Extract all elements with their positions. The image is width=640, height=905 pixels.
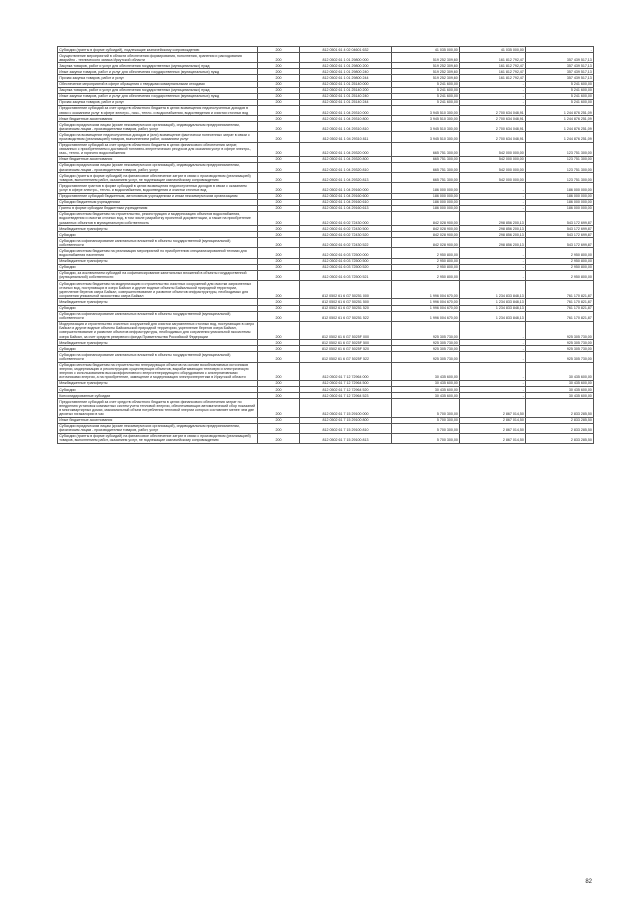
- row-unexecuted-amount: 123 751 300,00: [526, 156, 594, 162]
- row-executed-amount: -: [460, 352, 526, 362]
- row-line-code: 200: [258, 122, 300, 132]
- row-executed-amount: 161 812 792,47: [460, 69, 526, 75]
- table-body: [58, 47, 594, 444]
- row-approved-amount: 3 945 510 300,00: [392, 116, 460, 122]
- row-unexecuted-amount: 5 241 600,00: [526, 87, 594, 93]
- row-classification-code: 812 0502 61 1 04 29320 813: [300, 173, 392, 183]
- row-classification-code: 812 0502 61 1 01 29800 200: [300, 63, 392, 69]
- row-classification-code: 812 0502 61 1 01 29800 244: [300, 75, 392, 81]
- budget-execution-table: [57, 46, 594, 444]
- row-name: Субсидии бюджетным учреждениям: [58, 199, 258, 205]
- table-row: [58, 321, 594, 339]
- row-classification-code: 812 0502 61 1 04 29320 800: [300, 156, 392, 162]
- row-approved-amount: 5 241 600,00: [392, 99, 460, 105]
- row-unexecuted-amount: 925 305 730,00: [526, 346, 594, 352]
- row-executed-amount: -: [460, 270, 526, 280]
- row-name: Субсидии юридическим лицам (кроме некоммерческих организаций), индивидуальным предпринимателям, физическим лицам - производителям товаров, работ, услуг: [58, 122, 258, 132]
- row-classification-code: 812 0502 61 6 02 72430 520: [300, 232, 392, 238]
- row-unexecuted-amount: 2 950 800,00: [526, 248, 594, 258]
- row-approved-amount: 925 305 730,00: [392, 340, 460, 346]
- row-unexecuted-amount: 5 241 600,00: [526, 99, 594, 105]
- row-approved-amount: 519 252 309,60: [392, 63, 460, 69]
- row-approved-amount: 5 241 600,00: [392, 81, 460, 87]
- row-name: Субсидии: [58, 346, 258, 352]
- row-line-code: 200: [258, 393, 300, 399]
- row-approved-amount: 665 751 300,00: [392, 162, 460, 172]
- row-executed-amount: 161 812 792,47: [460, 53, 526, 63]
- row-executed-amount: 2 700 634 048,91: [460, 122, 526, 132]
- row-classification-code: 812 0502 61 7 12 72964 520: [300, 387, 392, 393]
- row-approved-amount: 1 996 004 670,00: [392, 299, 460, 305]
- row-name: Иные бюджетные ассигнования: [58, 417, 258, 423]
- row-classification-code: 812 0502 61 6 G7 50251 500: [300, 299, 392, 305]
- row-classification-code: 812 0502 61 6 G7 5025F 520: [300, 346, 392, 352]
- row-name: Межбюджетные трансферты: [58, 299, 258, 305]
- row-line-code: 200: [258, 205, 300, 211]
- row-unexecuted-amount: 30 435 600,00: [526, 380, 594, 386]
- row-approved-amount: 5 700 300,00: [392, 433, 460, 443]
- row-classification-code: 812 0502 61 1 01 25140 240: [300, 93, 392, 99]
- row-classification-code: 812 0502 61 7 15 29100 810: [300, 423, 392, 433]
- row-unexecuted-amount: 2 833 285,50: [526, 399, 594, 417]
- row-unexecuted-amount: 1 244 876 251,09: [526, 132, 594, 142]
- row-line-code: 200: [258, 270, 300, 280]
- row-classification-code: 812 0502 61 6 G7 50251 520: [300, 305, 392, 311]
- row-executed-amount: 161 812 792,47: [460, 75, 526, 81]
- row-unexecuted-amount: 543 172 699,87: [526, 211, 594, 225]
- row-line-code: 200: [258, 116, 300, 122]
- row-executed-amount: -: [460, 264, 526, 270]
- row-line-code: 200: [258, 211, 300, 225]
- row-executed-amount: 1 234 833 848,13: [460, 299, 526, 305]
- row-approved-amount: 3 945 510 300,00: [392, 122, 460, 132]
- row-line-code: 200: [258, 81, 300, 87]
- row-executed-amount: -: [460, 248, 526, 258]
- row-approved-amount: 925 305 730,00: [392, 346, 460, 352]
- row-executed-amount: -: [460, 199, 526, 205]
- row-line-code: 200: [258, 387, 300, 393]
- table-row: [58, 142, 594, 156]
- row-classification-code: 812 0502 61 1 04 29160 613: [300, 205, 392, 211]
- row-line-code: 200: [258, 53, 300, 63]
- row-line-code: 200: [258, 321, 300, 339]
- row-classification-code: 812 0502 61 1 01 29800 240: [300, 69, 392, 75]
- row-line-code: 200: [258, 199, 300, 205]
- row-executed-amount: 542 000 000,00: [460, 142, 526, 156]
- row-classification-code: 812 0502 61 6 G7 5025F 500: [300, 340, 392, 346]
- row-executed-amount: 2 867 014,50: [460, 423, 526, 433]
- row-line-code: 200: [258, 340, 300, 346]
- table-row: [58, 362, 594, 380]
- row-approved-amount: 842 028 900,00: [392, 211, 460, 225]
- row-name: Межбюджетные трансферты: [58, 226, 258, 232]
- row-name: Субсидии (гранты в форме субсидий), подлежащие казначейскому сопровождению: [58, 47, 258, 53]
- row-name: Субсидии местным бюджетам на модернизацию и строительство очистных сооружений для очистки загрязненных сточных вод, поступающих в озеро Байкал и другие водные объекты Байкальской природной территории, укрепление берегов озера Байкал, совершенствование и развитие объектов инфраструктуры, необходимых для сохранения уникальной экосистемы озера Байкал: [58, 281, 258, 299]
- row-executed-amount: 298 856 200,13: [460, 226, 526, 232]
- table-row: [58, 122, 594, 132]
- row-unexecuted-amount: 357 439 517,13: [526, 69, 594, 75]
- row-unexecuted-amount: 925 305 730,00: [526, 340, 594, 346]
- row-classification-code: 812 0502 61 6 03 72500 521: [300, 270, 392, 280]
- row-executed-amount: -: [460, 99, 526, 105]
- table-row: [58, 399, 594, 417]
- row-approved-amount: 30 435 600,00: [392, 380, 460, 386]
- row-classification-code: 812 0502 61 6 02 72430 522: [300, 238, 392, 248]
- row-executed-amount: 2 867 014,50: [460, 433, 526, 443]
- row-classification-code: 812 0502 61 7 15 29100 800: [300, 417, 392, 423]
- table-row: [58, 183, 594, 193]
- table-row: [58, 132, 594, 142]
- row-unexecuted-amount: -: [526, 47, 594, 53]
- row-classification-code: 812 0502 61 6 G7 5025F 000: [300, 321, 392, 339]
- row-line-code: 200: [258, 380, 300, 386]
- row-name: Осуществление мероприятий в области обеспечения формирования, пополнения, хранения и расходования аварийно - технического запаса Иркутской области: [58, 53, 258, 63]
- row-unexecuted-amount: 5 241 600,00: [526, 93, 594, 99]
- row-line-code: 200: [258, 75, 300, 81]
- row-name: Субсидии юридическим лицам (кроме некоммерческих организаций), индивидуальным предпринимателям, физическим лицам - производителям товаров, работ, услуг: [58, 423, 258, 433]
- row-approved-amount: 1 996 004 670,00: [392, 281, 460, 299]
- row-name: Субсидии на софинансирование капитальных вложений в объекты государственной (муниципальной) собственности: [58, 352, 258, 362]
- row-classification-code: 812 0502 61 6 03 72500 000: [300, 248, 392, 258]
- row-approved-amount: 925 305 730,00: [392, 352, 460, 362]
- row-classification-code: 812 0502 61 6 02 72430 000: [300, 211, 392, 225]
- row-name: Закупка товаров, работ и услуг для обеспечения государственных (муниципальных) нужд: [58, 87, 258, 93]
- row-executed-amount: 298 856 200,13: [460, 232, 526, 238]
- row-classification-code: 812 0502 61 1 04 29160 000: [300, 183, 392, 193]
- row-unexecuted-amount: 123 751 300,00: [526, 162, 594, 172]
- table-row: [58, 105, 594, 115]
- row-executed-amount: -: [460, 346, 526, 352]
- row-name: Субсидии: [58, 232, 258, 238]
- row-line-code: 200: [258, 193, 300, 199]
- row-line-code: 200: [258, 173, 300, 183]
- row-approved-amount: 186 000 000,00: [392, 199, 460, 205]
- row-unexecuted-amount: 1 244 876 251,09: [526, 122, 594, 132]
- row-name: Субсидии, за исключением субсидий на софинансирование капитальных вложений в объекты государственной (муниципальной) собственности: [58, 270, 258, 280]
- row-name: Субсидии (гранты в форме субсидий) на финансовое обеспечение затрат в связи с производством (реализацией) товаров, выполнением работ, оказанием услуг, не подлежащие казначейскому сопровождению: [58, 173, 258, 183]
- row-unexecuted-amount: 2 950 800,00: [526, 270, 594, 280]
- row-unexecuted-amount: 543 172 699,87: [526, 232, 594, 238]
- row-line-code: 200: [258, 423, 300, 433]
- row-unexecuted-amount: 925 305 730,00: [526, 352, 594, 362]
- row-classification-code: 812 0502 61 6 G7 5025F 522: [300, 352, 392, 362]
- row-executed-amount: -: [460, 205, 526, 211]
- budget-report-page: [57, 46, 593, 444]
- row-classification-code: 812 0502 61 1 04 29320 000: [300, 142, 392, 156]
- row-unexecuted-amount: 543 172 699,87: [526, 226, 594, 232]
- row-executed-amount: -: [460, 81, 526, 87]
- row-approved-amount: 186 000 000,00: [392, 205, 460, 211]
- row-approved-amount: 3 945 510 300,00: [392, 105, 460, 115]
- row-name: Субсидии на софинансирование капитальных вложений в объекты государственной (муниципальной) собственности: [58, 238, 258, 248]
- row-classification-code: 812 0502 61 1 04 29320 810: [300, 162, 392, 172]
- row-approved-amount: 41 035 000,00: [392, 47, 460, 53]
- row-name: Субсидии на возмещение недополученных доходов и (или) возмещение фактически понесенных затрат в связи с производством (реализацией) товаров, выполнением работ, оказанием услуг: [58, 132, 258, 142]
- row-executed-amount: -: [460, 362, 526, 380]
- table-row: [58, 433, 594, 443]
- row-classification-code: 812 0502 61 1 01 25140 000: [300, 81, 392, 87]
- row-executed-amount: 2 700 634 048,91: [460, 132, 526, 142]
- row-name: Субсидии: [58, 387, 258, 393]
- row-unexecuted-amount: 186 000 000,00: [526, 193, 594, 199]
- row-unexecuted-amount: 5 241 600,00: [526, 81, 594, 87]
- row-classification-code: 812 0502 61 1 04 29160 600: [300, 193, 392, 199]
- row-line-code: 200: [258, 63, 300, 69]
- row-line-code: 200: [258, 132, 300, 142]
- row-line-code: 200: [258, 399, 300, 417]
- row-unexecuted-amount: 925 305 730,00: [526, 321, 594, 339]
- table-row: [58, 423, 594, 433]
- table-row: [58, 270, 594, 280]
- row-executed-amount: -: [460, 321, 526, 339]
- row-name: Субсидии местным бюджетам на строительство, реконструкцию и модернизацию объектов водоснабжения, водоотведения и очистки сточных вод, в том числе разработку проектной документации, а также на приобретение указанных объектов в муниципальную собственность: [58, 211, 258, 225]
- table-row: [58, 173, 594, 183]
- row-unexecuted-amount: 1 244 876 251,09: [526, 116, 594, 122]
- row-executed-amount: 2 700 634 048,91: [460, 105, 526, 115]
- row-executed-amount: -: [460, 193, 526, 199]
- row-name: Предоставление субсидий бюджетным, автономным учреждениям и иным некоммерческим организациям: [58, 193, 258, 199]
- row-line-code: 200: [258, 183, 300, 193]
- row-name: Предоставление субсидий за счет средств областного бюджета в целях финансового обеспечения затрат, связанных с приобретением и доставкой топливно-энергетических ресурсов для оказания услуг в сфере электро-, газо-, тепло- и горячего водоснабжения: [58, 142, 258, 156]
- row-classification-code: 812 0502 61 7 15 29100 000: [300, 399, 392, 417]
- row-line-code: 200: [258, 346, 300, 352]
- row-executed-amount: -: [460, 87, 526, 93]
- row-classification-code: 812 0502 61 1 04 29310 811: [300, 132, 392, 142]
- row-unexecuted-amount: 2 833 285,50: [526, 423, 594, 433]
- row-approved-amount: 3 945 510 300,00: [392, 132, 460, 142]
- row-approved-amount: 2 950 800,00: [392, 248, 460, 258]
- row-executed-amount: -: [460, 93, 526, 99]
- row-unexecuted-amount: 123 751 300,00: [526, 142, 594, 156]
- row-name: Иные бюджетные ассигнования: [58, 156, 258, 162]
- row-unexecuted-amount: 357 439 517,13: [526, 75, 594, 81]
- row-executed-amount: -: [460, 340, 526, 346]
- row-approved-amount: 665 751 300,00: [392, 173, 460, 183]
- row-approved-amount: 5 700 300,00: [392, 399, 460, 417]
- table-row: [58, 248, 594, 258]
- row-line-code: 200: [258, 281, 300, 299]
- row-unexecuted-amount: 30 435 600,00: [526, 393, 594, 399]
- row-line-code: 200: [258, 352, 300, 362]
- row-approved-amount: 519 252 309,60: [392, 75, 460, 81]
- row-executed-amount: 1 234 833 848,13: [460, 305, 526, 311]
- row-executed-amount: 2 700 634 048,91: [460, 116, 526, 122]
- row-line-code: 200: [258, 417, 300, 423]
- table-row: [58, 162, 594, 172]
- table-row: [58, 53, 594, 63]
- row-line-code: 200: [258, 299, 300, 305]
- row-line-code: 200: [258, 156, 300, 162]
- row-classification-code: 812 0502 61 6 03 72500 500: [300, 258, 392, 264]
- row-executed-amount: 2 867 014,50: [460, 399, 526, 417]
- row-name: Субсидии местным бюджетам на строительство генерирующих объектов на основе возобновляемых источников энергии, модернизацию и реконструкцию существующих объектов, вырабатывающих тепловую и электрическую энергию с использованием высокоэффективного энергогенерирующего оборудования с альтернативными источниками энергии, а на приобретение, замещение и модернизацию электроэнергетики в Иркутской области: [58, 362, 258, 380]
- row-approved-amount: 2 950 800,00: [392, 264, 460, 270]
- row-name: Межбюджетные трансферты: [58, 380, 258, 386]
- row-line-code: 200: [258, 362, 300, 380]
- row-line-code: 200: [258, 248, 300, 258]
- row-unexecuted-amount: 761 170 821,87: [526, 281, 594, 299]
- row-name: Обеспечение мероприятий в сфере обращения с твердыми коммунальными отходами: [58, 81, 258, 87]
- row-unexecuted-amount: 2 833 285,50: [526, 433, 594, 443]
- row-classification-code: 812 0502 61 6 02 72430 500: [300, 226, 392, 232]
- row-name: Гранты в форме субсидии бюджетным учреждениям: [58, 205, 258, 211]
- table-row: [58, 311, 594, 321]
- row-executed-amount: 298 856 200,13: [460, 211, 526, 225]
- row-line-code: 200: [258, 69, 300, 75]
- row-line-code: 200: [258, 305, 300, 311]
- row-line-code: 200: [258, 433, 300, 443]
- row-line-code: 200: [258, 87, 300, 93]
- table-row: [58, 211, 594, 225]
- row-classification-code: 812 0502 61 1 04 29310 810: [300, 122, 392, 132]
- row-executed-amount: -: [460, 380, 526, 386]
- row-classification-code: 812 0502 61 1 04 29310 000: [300, 105, 392, 115]
- row-name: Иные закупки товаров, работ и услуг для обеспечения государственных (муниципальных) нужд: [58, 93, 258, 99]
- row-unexecuted-amount: 2 950 800,00: [526, 258, 594, 264]
- row-line-code: 200: [258, 93, 300, 99]
- row-name: Модернизация и строительство очистных сооружений для очистки загрязненных сточных вод, поступающих в озеро Байкал и другие водные объекты Байкальской природной территории, укрепление берегов озера Байкал, совершенствование и развитие объектов инфраструктуры, необходимых для сохранения уникальной экосистемы озера Байкал, за счет средств резервного фонда Правительства Российской Федерации: [58, 321, 258, 339]
- table-row: [58, 281, 594, 299]
- row-classification-code: 812 0502 61 7 12 72964 500: [300, 380, 392, 386]
- row-name: Консолидированные субсидии: [58, 393, 258, 399]
- row-approved-amount: 925 305 730,00: [392, 321, 460, 339]
- row-classification-code: 812 0502 61 7 12 72964 523: [300, 393, 392, 399]
- row-executed-amount: -: [460, 387, 526, 393]
- row-line-code: 200: [258, 226, 300, 232]
- row-classification-code: 812 0502 61 1 01 25140 244: [300, 99, 392, 105]
- row-classification-code: 812 0502 61 7 12 72964 000: [300, 362, 392, 380]
- row-unexecuted-amount: 2 950 800,00: [526, 264, 594, 270]
- row-line-code: 200: [258, 99, 300, 105]
- row-classification-code: 812 0502 61 1 04 29310 800: [300, 116, 392, 122]
- row-name: Предоставление субсидий за счет средств областного бюджета в целях финансового обеспечения затрат по внедрению установок компактных систем учета тепловой энергии, обеспечивающих автоматический сбор показаний в многоквартирных домах, максимальный объем потребления тепловой энергии которых составляет менее чем две десятых гигакалории в час: [58, 399, 258, 417]
- row-approved-amount: 5 241 600,00: [392, 93, 460, 99]
- row-line-code: 200: [258, 264, 300, 270]
- row-approved-amount: 30 435 600,00: [392, 362, 460, 380]
- row-name: Субсидии (гранты в форме субсидий) на финансовое обеспечение затрат в связи с производством (реализацией) товаров, выполнением работ, оказанием услуг, не подлежащие казначейскому сопровождению: [58, 433, 258, 443]
- row-classification-code: 812 0501 61 4 02 04601 632: [300, 47, 392, 53]
- row-unexecuted-amount: 186 000 000,00: [526, 205, 594, 211]
- row-name: Закупка товаров, работ и услуг для обеспечения государственных (муниципальных) нужд: [58, 63, 258, 69]
- row-executed-amount: 542 000 000,00: [460, 173, 526, 183]
- row-approved-amount: 1 996 004 670,00: [392, 311, 460, 321]
- row-name: Иные бюджетные ассигнования: [58, 116, 258, 122]
- row-executed-amount: 1 234 833 848,13: [460, 281, 526, 299]
- row-line-code: 200: [258, 162, 300, 172]
- row-unexecuted-amount: 30 435 600,00: [526, 362, 594, 380]
- row-unexecuted-amount: 357 439 517,13: [526, 53, 594, 63]
- row-approved-amount: 5 241 600,00: [392, 87, 460, 93]
- row-executed-amount: 298 856 200,13: [460, 238, 526, 248]
- row-approved-amount: 186 000 000,00: [392, 183, 460, 193]
- row-executed-amount: 542 000 000,00: [460, 162, 526, 172]
- row-name: Межбюджетные трансферты: [58, 258, 258, 264]
- row-name: Прочая закупка товаров, работ и услуг: [58, 99, 258, 105]
- row-approved-amount: 1 996 004 670,00: [392, 305, 460, 311]
- row-executed-amount: 161 812 792,47: [460, 63, 526, 69]
- row-executed-amount: 41 035 000,00: [460, 47, 526, 53]
- row-classification-code: 812 0502 61 6 G7 50251 000: [300, 281, 392, 299]
- row-unexecuted-amount: 543 172 699,87: [526, 238, 594, 248]
- row-executed-amount: -: [460, 258, 526, 264]
- row-name: Субсидии: [58, 305, 258, 311]
- row-name: Субсидии местным бюджетам на реализацию мероприятий по приобретению специализированной техники для водоснабжения населения: [58, 248, 258, 258]
- row-line-code: 200: [258, 105, 300, 115]
- row-executed-amount: -: [460, 183, 526, 193]
- row-unexecuted-amount: 761 170 821,87: [526, 311, 594, 321]
- row-unexecuted-amount: 1 244 876 251,09: [526, 105, 594, 115]
- page-number: 82: [585, 879, 592, 885]
- row-name: Субсидии: [58, 264, 258, 270]
- row-approved-amount: 665 751 300,00: [392, 156, 460, 162]
- row-executed-amount: 542 000 000,00: [460, 156, 526, 162]
- row-unexecuted-amount: 186 000 000,00: [526, 199, 594, 205]
- table-row: [58, 352, 594, 362]
- row-line-code: 200: [258, 142, 300, 156]
- row-unexecuted-amount: 30 435 600,00: [526, 387, 594, 393]
- row-name: Предоставление грантов в форме субсидий в целях возмещения недополученных доходов в связи с оказанием услуг в сфере электро-, тепло- и водоснабжения, водоотведения и очистки сточных вод: [58, 183, 258, 193]
- row-executed-amount: 1 234 833 848,13: [460, 311, 526, 321]
- row-line-code: 200: [258, 232, 300, 238]
- row-approved-amount: 30 435 600,00: [392, 393, 460, 399]
- row-line-code: 200: [258, 238, 300, 248]
- row-approved-amount: 2 950 800,00: [392, 258, 460, 264]
- row-approved-amount: 2 950 800,00: [392, 270, 460, 280]
- row-classification-code: 812 0502 61 1 01 25140 200: [300, 87, 392, 93]
- row-classification-code: 812 0502 61 1 01 29800 000: [300, 53, 392, 63]
- row-name: Субсидии на софинансирование капитальных вложений в объекты государственной (муниципальной) собственности: [58, 311, 258, 321]
- row-approved-amount: 519 252 309,60: [392, 69, 460, 75]
- row-line-code: 200: [258, 258, 300, 264]
- row-name: Прочая закупка товаров, работ и услуг: [58, 75, 258, 81]
- row-approved-amount: 30 435 600,00: [392, 387, 460, 393]
- row-name: Субсидии юридическим лицам (кроме некоммерческих организаций), индивидуальным предпринимателям, физическим лицам - производителям товаров, работ, услуг: [58, 162, 258, 172]
- row-line-code: 200: [258, 311, 300, 321]
- row-executed-amount: 2 867 014,50: [460, 417, 526, 423]
- row-classification-code: 812 0502 61 1 04 29160 610: [300, 199, 392, 205]
- row-name: Иные закупки товаров, работ и услуг для обеспечения государственных (муниципальных) нужд: [58, 69, 258, 75]
- row-unexecuted-amount: 123 751 300,00: [526, 173, 594, 183]
- row-unexecuted-amount: 186 000 000,00: [526, 183, 594, 193]
- row-classification-code: 812 0502 61 7 15 29100 813: [300, 433, 392, 443]
- row-name: Межбюджетные трансферты: [58, 340, 258, 346]
- row-approved-amount: 665 751 300,00: [392, 142, 460, 156]
- row-approved-amount: 5 700 300,00: [392, 417, 460, 423]
- row-line-code: 200: [258, 47, 300, 53]
- row-name: Предоставление субсидий за счет средств областного бюджета в целях возмещения недополученных доходов в связи с оказанием услуг в сфере электро-, газо-, тепло- и водоснабжения, водоотведения и очистки сточных вод: [58, 105, 258, 115]
- row-approved-amount: 842 028 900,00: [392, 226, 460, 232]
- row-approved-amount: 5 700 300,00: [392, 423, 460, 433]
- row-unexecuted-amount: 761 170 821,87: [526, 299, 594, 305]
- row-approved-amount: 842 028 900,00: [392, 232, 460, 238]
- row-classification-code: 812 0502 61 6 G7 50251 522: [300, 311, 392, 321]
- row-approved-amount: 519 252 309,60: [392, 53, 460, 63]
- row-classification-code: 812 0502 61 6 03 72500 520: [300, 264, 392, 270]
- row-approved-amount: 842 028 900,00: [392, 238, 460, 248]
- row-unexecuted-amount: 357 439 517,13: [526, 63, 594, 69]
- row-unexecuted-amount: 761 170 821,87: [526, 305, 594, 311]
- row-executed-amount: -: [460, 393, 526, 399]
- table-row: [58, 238, 594, 248]
- row-approved-amount: 186 000 000,00: [392, 193, 460, 199]
- row-unexecuted-amount: 2 833 285,50: [526, 417, 594, 423]
